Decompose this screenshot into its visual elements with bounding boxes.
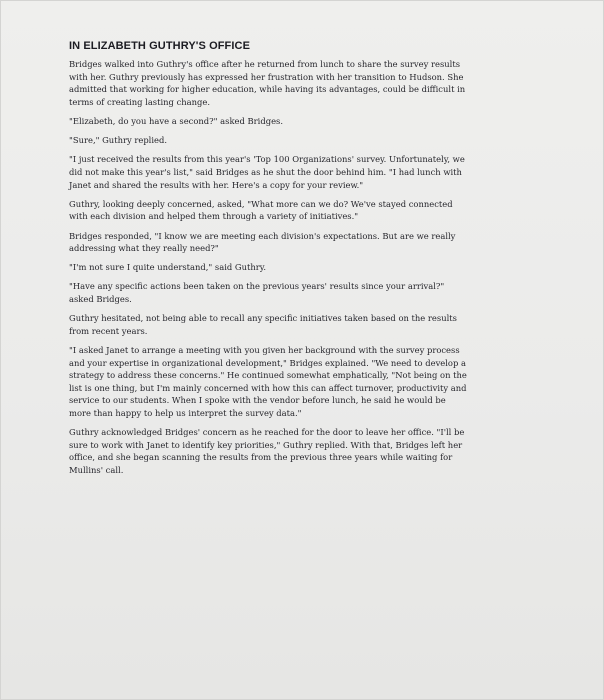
section-heading: IN ELIZABETH GUTHRY'S OFFICE [69, 40, 251, 52]
paragraph-guthry-replies: "Sure," Guthry replied. [69, 135, 168, 146]
paragraph-bridges-responds: Bridges responded, "I know we are meeting each division's expectations. But are we really addressing what they really need?" [69, 230, 456, 254]
paragraph-guthry-hesitated: Guthry hesitated, not being able to recall any specific initiatives taken based on the results from recent years. [69, 313, 457, 336]
paragraph-guthry-concerned: Guthry, looking deeply concerned, asked, "What more can we do? We've stayed connected with each division and helped them through a variety of initiatives." [69, 198, 453, 222]
paragraph-bridges-asks: "Elizabeth, do you have a second?" asked Bridges. [69, 115, 283, 126]
paragraph-guthry-unsure: "I'm not sure I quite understand," said Guthry. [69, 262, 267, 273]
paragraph-specific-actions: "Have any specific actions been taken on the previous years' results since your arrival?" asked Bridges. [69, 281, 445, 305]
paragraph-intro: Bridges walked into Guthry's office after he returned from lunch to share the survey results with her. Guthry previously has expressed her frustration with her transition to Hudson. She admitted that working for higher education, while having its advantages, could be difficult in terms of creating lasting change. [69, 59, 466, 107]
document-body [69, 39, 469, 483]
paragraph-survey-results: "I just received the results from this year's 'Top 100 Organizations' survey. Unfortunately, we did not make this year's list," said Bridges as he shut the door behind him. "I had lunch with Janet and shared the results with her. Here's a copy for your review." [69, 154, 465, 190]
paragraph-bridges-explains: "I asked Janet to arrange a meeting with you given her background with the survey process and your expertise in organizational development," Bridges explained. "We need to develop a strategy to address these concerns." He continued somewhat emphatically, "Not being on the list is one thing, but I'm mainly concerned with how this can affect turnover, productivity and service to our students. When I spoke with the vendor before lunch, he said he would be more than happy to help us interpret the survey data." [69, 345, 467, 418]
paragraph-closing: Guthry acknowledged Bridges' concern as he reached for the door to leave her office. "I'll be sure to work with Janet to identify key priorities," Guthry replied. With that, Bridges left her office, and she began scanning the results from the previous three years while waiting for Mullins' call. [69, 427, 465, 475]
